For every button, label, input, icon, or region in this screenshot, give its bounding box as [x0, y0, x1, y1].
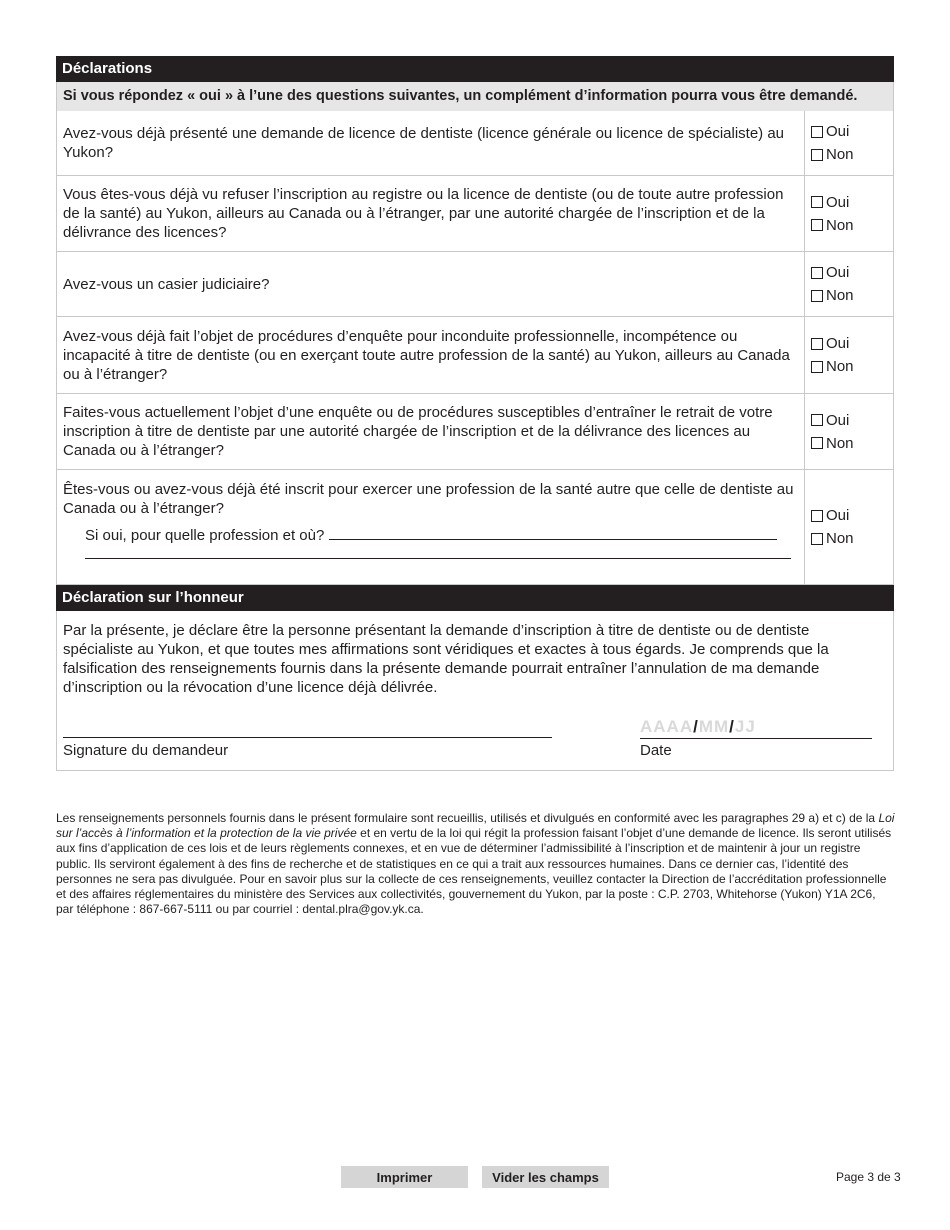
- question-row: [56, 470, 894, 585]
- date-day-placeholder: JJ: [734, 717, 756, 736]
- declarations-title: Déclarations: [56, 56, 894, 82]
- checkbox-icon[interactable]: [811, 267, 823, 279]
- option-label: Oui: [826, 507, 850, 524]
- option-label: Oui: [826, 411, 850, 429]
- question-text: Avez-vous déjà présenté une demande de licence de dentiste (licence générale ou licence de spécialiste) au Yukon?: [63, 125, 785, 161]
- act-title: Loi sur l’accès à l’information et la protection de la vie privée: [56, 811, 895, 841]
- signature-label: Signature du demandeur: [63, 742, 229, 759]
- signature-field[interactable]: [63, 737, 552, 738]
- question-row: [56, 394, 894, 470]
- q2-no-option[interactable]: [811, 214, 893, 237]
- checkbox-icon[interactable]: [811, 149, 823, 161]
- q4-yes-option[interactable]: [811, 332, 893, 355]
- print-button[interactable]: Imprimer: [341, 1166, 468, 1188]
- option-label: Non: [826, 358, 854, 375]
- followup-label: Si oui, pour quelle profession et où?: [85, 527, 325, 544]
- checkbox-icon[interactable]: [811, 338, 823, 350]
- date-separator: /: [693, 717, 699, 736]
- q4-no-option[interactable]: [811, 355, 893, 378]
- honour-text: Par la présente, je déclare être la personne présentant la demande d’inscription à titre de dentiste ou de dentiste spécialiste au Yukon, et que toutes mes affirmations sont véridiques et exactes à tous égards. Je comprends que la falsification des renseignements fournis dans la présente demande pourrait entraîner l’annulation de ma demande d’inscription ou la révocation d’une licence déjà délivrée.: [63, 622, 829, 696]
- question-text: Avez-vous déjà fait l’objet de procédures d’enquête pour inconduite professionnelle, incompétence ou incapacité à titre de dentiste (ou en exerçant toute autre profession de la santé) au Yukon, ailleurs au Canada ou à l’étranger?: [63, 327, 790, 383]
- q1-no-option[interactable]: [811, 143, 893, 166]
- date-input[interactable]: [640, 716, 872, 739]
- option-label: Non: [826, 287, 854, 304]
- question-text: Faites-vous actuellement l’objet d’une enquête ou de procédures susceptibles d’entraîner le retrait de votre inscription à titre de dentiste par une autorité chargée de l’inscription et de la délivrance des licences au Canada ou à l’étranger?: [63, 404, 773, 459]
- checkbox-icon[interactable]: [811, 219, 823, 231]
- honour-title: Déclaration sur l’honneur: [56, 585, 894, 611]
- declarations-note: Si vous répondez « oui » à l’une des questions suivantes, un complément d’information pourra vous être demandé.: [56, 82, 894, 111]
- option-label: Oui: [826, 123, 850, 140]
- profession-input-line2[interactable]: [85, 558, 791, 559]
- option-label: Non: [826, 434, 854, 452]
- q6-yes-option[interactable]: [811, 504, 893, 527]
- q1-yes-option[interactable]: [811, 120, 893, 143]
- date-month-placeholder: MM: [698, 717, 730, 736]
- option-label: Non: [826, 146, 854, 163]
- question-row: [56, 252, 894, 317]
- declarations-form: [56, 56, 894, 771]
- date-separator: /: [729, 717, 735, 736]
- option-label: Oui: [826, 193, 850, 211]
- checkbox-icon[interactable]: [811, 510, 823, 522]
- q3-no-option[interactable]: [811, 284, 893, 307]
- honour-box: [56, 611, 894, 771]
- question-text: Êtes-vous ou avez-vous déjà été inscrit pour exercer une profession de la santé autre que celle de dentiste au Canada ou à l’étranger?: [63, 481, 794, 517]
- q3-yes-option[interactable]: [811, 261, 893, 284]
- page-number: Page 3 de 3: [836, 1170, 901, 1184]
- date-label: Date: [640, 742, 672, 759]
- profession-input[interactable]: [329, 524, 777, 540]
- option-label: Non: [826, 216, 854, 234]
- followup-line: [63, 524, 796, 545]
- q6-no-option[interactable]: [811, 527, 893, 550]
- option-label: Oui: [826, 264, 850, 281]
- checkbox-icon[interactable]: [811, 196, 823, 208]
- date-year-placeholder: AAAA: [640, 717, 694, 736]
- checkbox-icon[interactable]: [811, 361, 823, 373]
- clear-fields-button[interactable]: Vider les champs: [482, 1166, 609, 1188]
- question-row: [56, 176, 894, 252]
- question-text: Vous êtes-vous déjà vu refuser l’inscription au registre ou la licence de dentiste (ou de toute autre profession de la santé) au Yukon, ailleurs au Canada ou à l’étranger, par une autorité chargée de l’inscription et de la délivrance des licences?: [63, 186, 784, 241]
- q5-no-option[interactable]: [811, 432, 893, 455]
- privacy-text: et en vertu de la loi qui régit la profession faisant l’objet d’une demande de licence. Ils seront utilisés aux fins d’application de ces lois et de leurs règlements connexes, et en vue de déterminer l’admissibilité à l’inscription et de maintenir à jour un registre public. Ils serviront également à des fins de recherche et de statistiques en ce qui a trait aux ressources humaines. Dans ce dernier cas, l’identité des personnes ne sera pas divulguée. Pour en savoir plus sur la collecte de ces renseignements, veuillez contacter la Direction de l’accréditation professionnelle et des affaires réglementaires du ministère des Services aux collectivités, gouvernement du Yukon, par la poste : C.P. 2703, Whitehorse (Yukon) Y1A 2C6, par téléphone : 867-667-5111 ou par courriel : dental.plra@gov.yk.ca.: [56, 826, 892, 917]
- option-label: Non: [826, 530, 854, 547]
- checkbox-icon[interactable]: [811, 126, 823, 138]
- q2-yes-option[interactable]: [811, 191, 893, 214]
- question-row: [56, 111, 894, 176]
- question-row: [56, 317, 894, 394]
- checkbox-icon[interactable]: [811, 290, 823, 302]
- privacy-text: Les renseignements personnels fournis dans le présent formulaire sont recueillis, utilisés et divulgués en conformité avec les paragraphes 29 a) et c) de la: [56, 811, 879, 825]
- option-label: Oui: [826, 335, 850, 352]
- q5-yes-option[interactable]: [811, 409, 893, 432]
- question-text: Avez-vous un casier judiciaire?: [63, 275, 270, 293]
- checkbox-icon[interactable]: [811, 533, 823, 545]
- checkbox-icon[interactable]: [811, 437, 823, 449]
- checkbox-icon[interactable]: [811, 414, 823, 426]
- privacy-notice: [56, 811, 896, 917]
